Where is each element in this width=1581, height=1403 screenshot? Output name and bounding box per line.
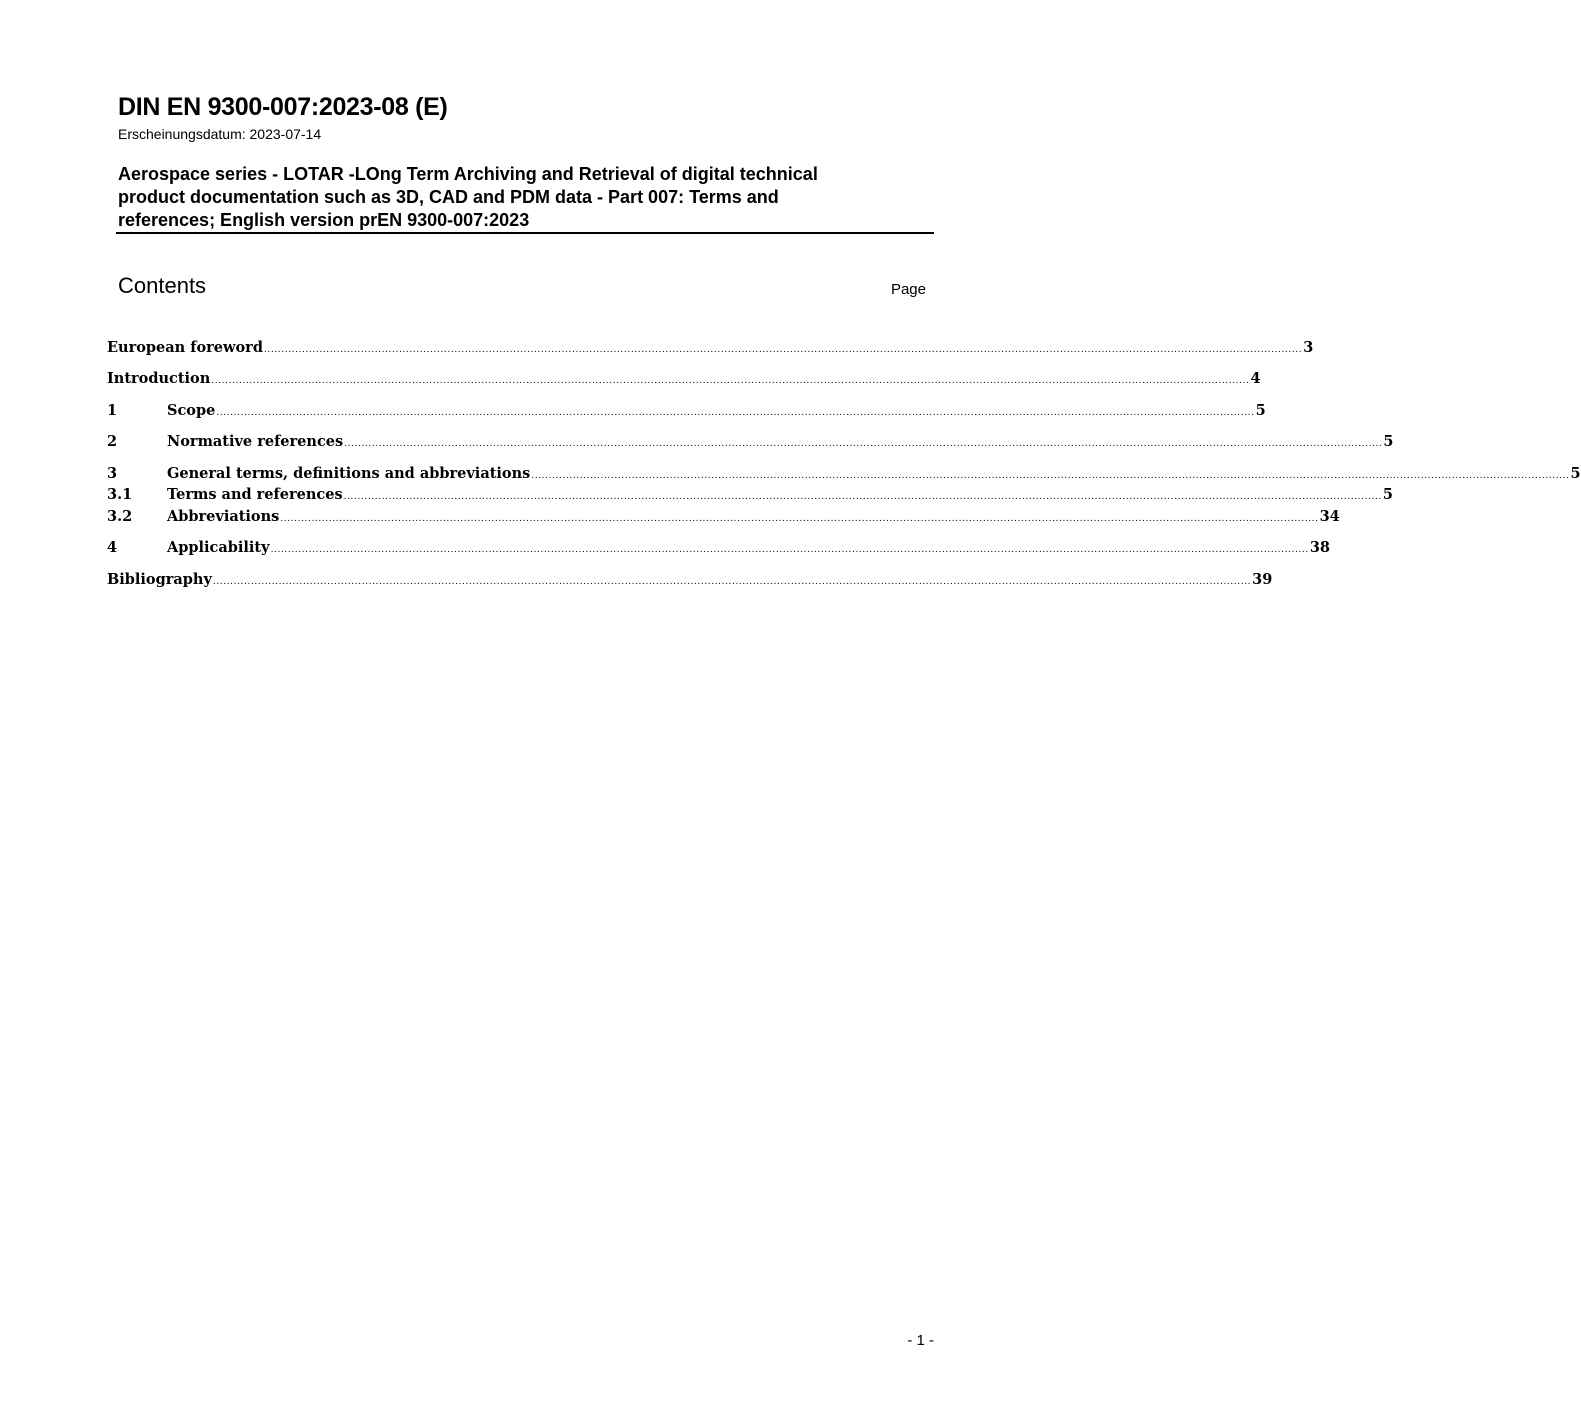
document-title-line: references; English version prEN 9300-007:2023: [118, 210, 530, 230]
toc-entry-title: General terms, definitions and abbreviations: [167, 465, 531, 482]
toc-entry-number: 4: [107, 539, 118, 556]
toc-dot-leader: ............................................................................................................................................................................................................................................................................................................: [344, 439, 1383, 449]
contents-heading: Contents: [118, 273, 207, 298]
document-id: DIN EN 9300-007:2023-08 (E): [118, 93, 448, 121]
toc-entry-page: 38: [1309, 539, 1330, 556]
toc-dot-leader: ............................................................................................................................................................................................................................................................................................................: [216, 408, 1255, 418]
toc-entry-number: 3: [107, 465, 118, 482]
page-column-label: Page: [890, 281, 926, 298]
toc-entry-bibliography[interactable]: [107, 570, 1273, 590]
toc-entry-page: 5: [1382, 486, 1393, 503]
toc-dot-leader: ............................................................................................................................................................................................................................................................................................................: [211, 376, 1250, 386]
toc-entry-title: Abbreviations: [167, 508, 280, 525]
toc-dot-leader: ............................................................................................................................................................................................................................................................................................................: [212, 577, 1252, 587]
toc-entry-title: Bibliography: [107, 571, 212, 588]
toc-entry-title: Normative references: [167, 433, 344, 450]
toc-entry-title: Applicability: [167, 539, 270, 556]
toc-dot-leader: ............................................................................................................................................................................................................................................................................................................: [280, 514, 1319, 524]
footer-page-number: - 1 -: [907, 1332, 934, 1349]
toc-entry-general-terms[interactable]: [107, 464, 1581, 484]
toc-entry-page: 5: [1383, 433, 1394, 450]
toc-entry-title: Terms and references: [167, 486, 343, 503]
toc-entry-page: 3: [1303, 339, 1314, 356]
toc-entry-title: European foreword: [107, 339, 263, 356]
toc-dot-leader: ............................................................................................................................................................................................................................................................................................................: [263, 345, 1303, 355]
toc-entry-applicability[interactable]: [107, 538, 1330, 558]
document-title: [118, 163, 933, 232]
toc-entry-page: 5: [1570, 465, 1581, 482]
toc-entry-page: 34: [1319, 508, 1340, 525]
document-title-line: Aerospace series - LOTAR -LOng Term Archiving and Retrieval of digital technical: [118, 164, 818, 184]
toc-dot-leader: ............................................................................................................................................................................................................................................................................................................: [270, 545, 1309, 555]
toc-entry-introduction[interactable]: [107, 369, 1261, 389]
toc-entry-normative-references[interactable]: [107, 432, 1394, 452]
toc-entry-number: 3.2: [107, 508, 133, 525]
toc-dot-leader: ............................................................................................................................................................................................................................................................................................................: [343, 492, 1382, 502]
toc-entry-scope[interactable]: [107, 401, 1266, 421]
toc-entry-abbreviations[interactable]: [107, 507, 1340, 527]
toc-entry-european-foreword[interactable]: [107, 338, 1314, 358]
toc-entry-terms-and-references[interactable]: [107, 485, 1393, 505]
document-title-line: product documentation such as 3D, CAD and PDM data - Part 007: Terms and: [118, 187, 779, 207]
toc-entry-title: Scope: [167, 402, 216, 419]
title-underline: [116, 232, 934, 234]
toc-entry-number: 1: [107, 402, 118, 419]
toc-dot-leader: ............................................................................................................................................................................................................................................................................................................: [531, 471, 1570, 481]
publication-date: Erscheinungsdatum: 2023-07-14: [118, 126, 322, 142]
toc-entry-title: Introduction: [107, 370, 211, 387]
toc-entry-number: 3.1: [107, 486, 133, 503]
toc-entry-page: 39: [1252, 571, 1273, 588]
toc-entry-number: 2: [107, 433, 118, 450]
toc-entry-page: 5: [1255, 402, 1266, 419]
toc-entry-page: 4: [1250, 370, 1261, 387]
